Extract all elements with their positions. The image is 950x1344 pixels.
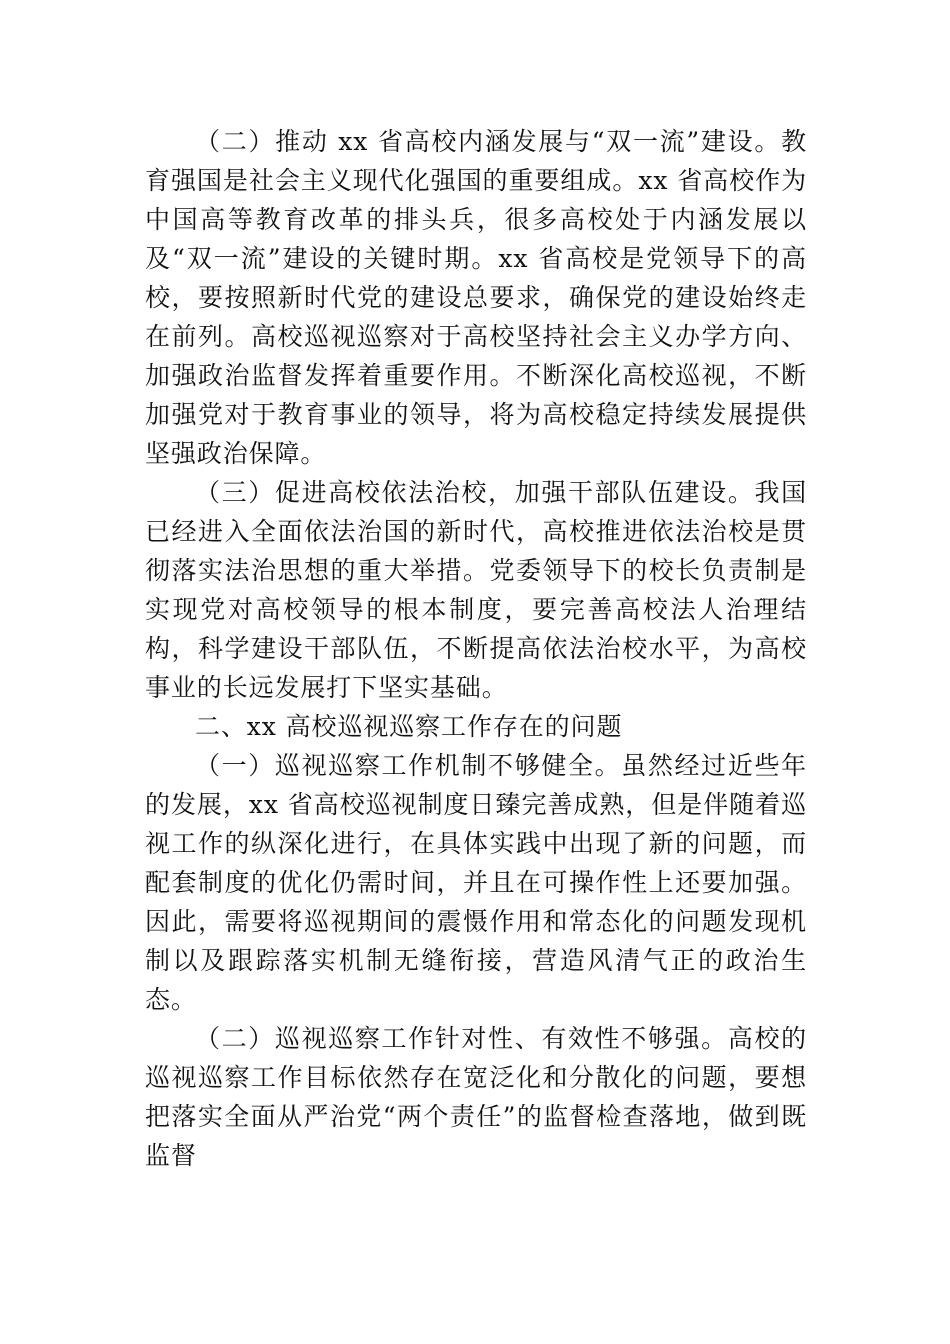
paragraph-problem-1: （一）巡视巡察工作机制不够健全。虽然经过近些年的发展，xx 省高校巡视制度日臻完善成熟，但是伴随着巡视工作的纵深化进行，在具体实践中出现了新的问题，而配套制度的优化仍需时间，并且在可操作性上还要加强。因此，需要将巡视期间的震慑作用和常态化的问题发现机制以及跟踪落实机制无缝衔接，营造风清气正的政治生态。 — [145, 751, 807, 1014]
paragraph-section-2-2: （二）推动 xx 省高校内涵发展与“双一流”建设。教育强国是社会主义现代化强国的重要组成。xx 省高校作为中国高等教育改革的排头兵，很多高校处于内涵发展以及“双一流”建设的关键时期。xx 省高校是党领导下的高校，要按照新时代党的建设总要求，确保党的建设始终走在前列。高校巡视巡察对于高校坚持社会主义办学方向、加强政治监督发挥着重要作用。不断深化高校巡视，不断加强党对于教育事业的领导，将为高校稳定持续发展提供坚强政治保障。 — [145, 127, 807, 468]
paragraph-problem-2: （二）巡视巡察工作针对性、有效性不够强。高校的巡视巡察工作目标依然存在宽泛化和分散化的问题，要想把落实全面从严治党“两个责任”的监督检查落地，做到既监督 — [145, 1024, 807, 1170]
paragraph-section-2-3: （三）促进高校依法治校，加强干部队伍建设。我国已经进入全面依法治国的新时代，高校推进依法治校是贯彻落实法治思想的重大举措。党委领导下的校长负责制是实现党对高校领导的根本制度，要完善高校法人治理结构，科学建设干部队伍，不断提高依法治校水平，为高校事业的长远发展打下坚实基础。 — [145, 478, 807, 702]
document-body — [145, 122, 807, 1175]
section-heading-2: 二、xx 高校巡视巡察工作存在的问题 — [195, 712, 623, 741]
